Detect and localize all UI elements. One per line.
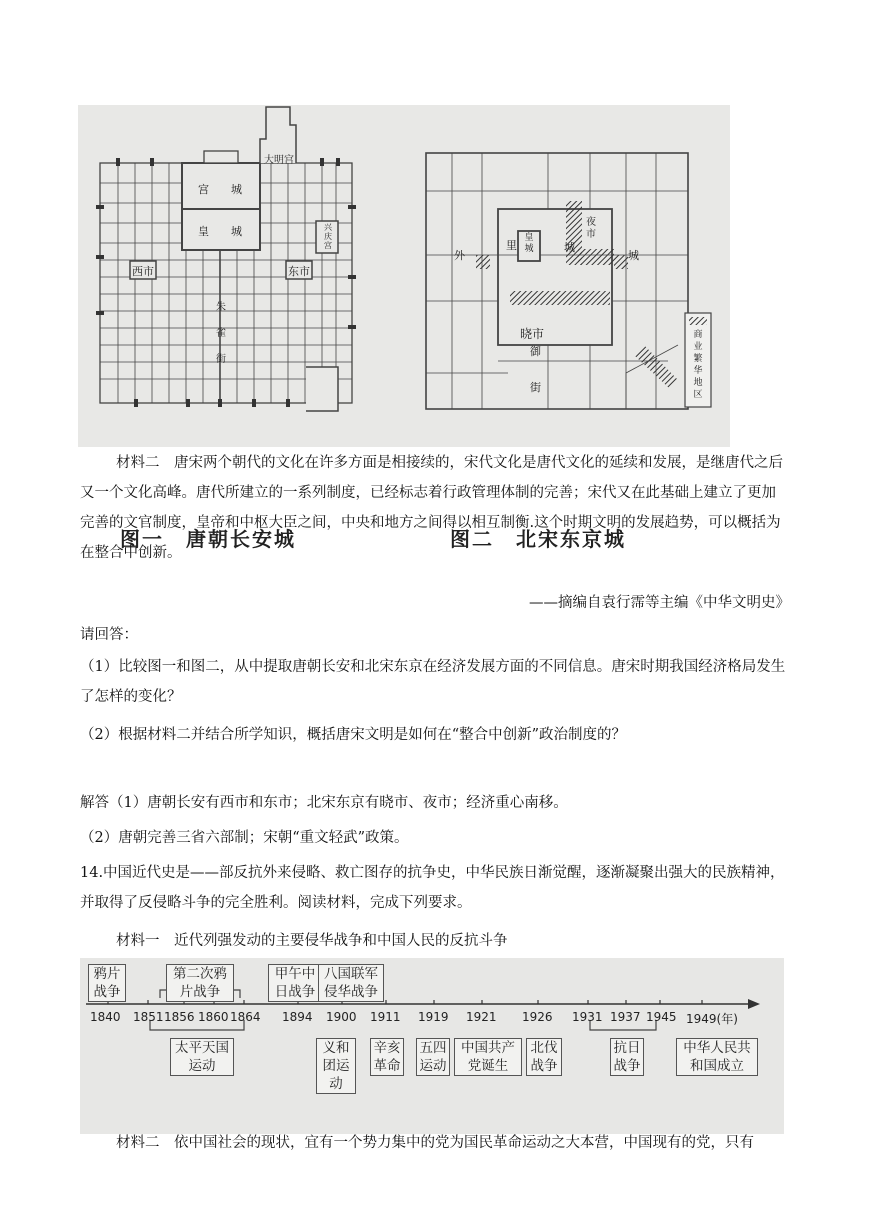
yeshi-label: 夜市 [586, 217, 596, 240]
daminggong-label: 大明宫 [264, 155, 294, 166]
timeline-figure [80, 958, 784, 1134]
year-1856: 1856 [164, 1010, 195, 1024]
caption-changan: 图一 唐朝长安城 [120, 527, 296, 551]
wai-label: 外 [454, 249, 465, 262]
box-second-opium-war: 第二次鸦片战争 [166, 964, 234, 1002]
material2-paragraph: 材料二 唐宋两个朝代的文化在许多方面是相接续的，宋代文化是唐代文化的延续和发展，是继唐代之后又一个文化高峰。唐代所建立的一系列制度，已经标志着行政管理体制的完善；宋代又在此基础上建立了更加完善的文官制度，皇帝和中枢大臣之间，中央和地方之间得以相互制衡.这个时期文明的发展趋势，可以概括为在整合中创新。 [80, 455, 783, 561]
xishi-label: 西市 [132, 265, 154, 278]
year-1937: 1937 [610, 1010, 641, 1024]
year-1931: 1931 [572, 1010, 603, 1024]
box-northern-expedition: 北伐战争 [526, 1038, 562, 1076]
zhuque-street-label: 朱雀街 [216, 302, 226, 365]
city-maps-drawing [78, 105, 730, 447]
year-1900: 1900 [326, 1010, 357, 1024]
year-1949: 1949(年) [686, 1012, 738, 1026]
xingqinggong-label: 兴庆宫 [324, 223, 332, 250]
year-1894: 1894 [282, 1010, 313, 1024]
box-boxer: 义和团运动 [316, 1038, 356, 1094]
box-may-fourth: 五四运动 [416, 1038, 450, 1076]
material1-title: 材料一 近代列强发动的主要侵华战争和中国人民的反抗斗争 [116, 933, 508, 949]
year-1851: 1851 [133, 1010, 164, 1024]
answer-1: 解答（1）唐朝长安有西市和东市；北宋东京有晓市、夜市；经济重心南移。 [80, 795, 568, 811]
box-sino-japanese-war: 甲午中日战争 [268, 964, 322, 1002]
ask-line: 请回答： [80, 627, 138, 643]
year-1860: 1860 [198, 1010, 229, 1024]
year-1919: 1919 [418, 1010, 449, 1024]
box-xinhai: 辛亥革命 [370, 1038, 404, 1076]
gongcheng-label: 宫 城 [198, 183, 242, 196]
question-14: 14.中国近代史是——部反抗外来侵略、救亡图存的抗争史，中华民族日渐觉醒，逐渐凝聚出强大的民族精神，并取得了反侵略斗争的完全胜利。阅读材料，完成下列要求。 [80, 865, 785, 911]
jie-label: 街 [530, 381, 541, 394]
material2-cpc-paragraph: 材料二 依中国社会的现状，宜有一个势力集中的党为国民革命运动之大本营，中国现有的党，只有 [116, 1135, 754, 1151]
caption-dongjing: 图二 北宋东京城 [450, 527, 626, 551]
year-1921: 1921 [466, 1010, 497, 1024]
source-line: ——摘编自袁行霈等主编《中华文明史》 [529, 595, 790, 611]
box-taiping: 太平天国运动 [170, 1038, 234, 1076]
year-1945: 1945 [646, 1010, 677, 1024]
legend-label: 商业繁华地区 [693, 330, 703, 400]
yu-label: 御 [530, 345, 541, 358]
box-eight-nation-alliance: 八国联军侵华战争 [318, 964, 384, 1002]
year-1911: 1911 [370, 1010, 401, 1024]
question-1: （1）比较图一和图二，从中提取唐朝长安和北宋东京在经济发展方面的不同信息。唐宋时期我国经济格局发生了怎样的变化？ [80, 659, 786, 705]
box-opium-war: 鸦片战争 [88, 964, 126, 1002]
year-1864: 1864 [230, 1010, 261, 1024]
dongjing-huangcheng-label: 皇城 [524, 233, 534, 254]
outer-cheng-label: 城 [628, 249, 639, 262]
box-cpc-founded: 中国共产党诞生 [454, 1038, 522, 1076]
box-prc-founded: 中华人民共和国成立 [676, 1038, 758, 1076]
inner-cheng-label: 城 [564, 241, 575, 254]
question-2: （2）根据材料二并结合所学知识，概括唐宋文明是如何在“整合中创新”政治制度的？ [80, 727, 627, 743]
year-1926: 1926 [522, 1010, 553, 1024]
xiao-shi-label: 晓市 [520, 327, 545, 341]
answer-2: （2）唐朝完善三省六部制；宋朝“重文轻武”政策。 [80, 830, 409, 846]
year-1840: 1840 [90, 1010, 121, 1024]
li-label: 里 [506, 239, 517, 252]
box-anti-japanese-war: 抗日战争 [610, 1038, 644, 1076]
huangcheng-label: 皇 城 [198, 225, 242, 238]
dongshi-label: 东市 [288, 265, 310, 278]
